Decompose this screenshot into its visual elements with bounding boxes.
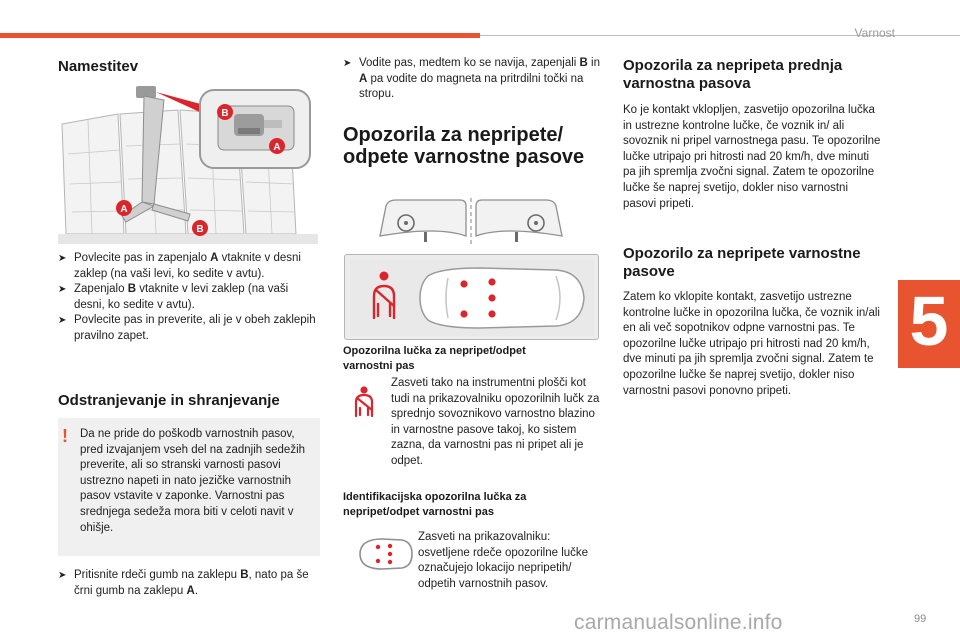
bullet-icon: ➤: [58, 284, 67, 296]
label-a-zoom: A: [273, 142, 281, 153]
heading-nepripete-line2: pasove: [623, 263, 675, 280]
seatbelt-display-graphic: [350, 260, 594, 336]
warning-icon: !: [62, 426, 68, 446]
heading-odstranjevanje: Odstranjevanje in shranjevanje: [58, 392, 280, 409]
instrument-cluster-illustration: [378, 196, 564, 246]
caption-identifikacijska: Identifikacijska opozorilna lučka za nepripet/odpet varnostni pas: [343, 491, 527, 518]
section-name: Varnost: [854, 26, 895, 40]
watermark: carmanualsonline.info: [574, 611, 783, 634]
text-prednja: Ko je kontakt vklopljen, zasvetijo opozorilna lučka in ustrezne kontrolne lučke, če voznik in/ ali sovoznik ni pripel varnostnega pasu. Te opozorilne lučke utripajo pri hitrosti nad 20 km/h, dve minuti pa jih spremlja zvočni signal. Zatem te opozorilne lučke še naprej svetijo, dokler niso varnostni pasovi pripeti.: [623, 104, 881, 210]
list-item: ➤ Pritisnite rdeči gumb na zaklepu B, nato pa še črni gumb na zaklepu A.: [58, 569, 309, 597]
bullet-icon: ➤: [58, 253, 67, 264]
heading-prednja-line2: varnostna pasova: [623, 75, 751, 92]
header-accent-bar: [0, 33, 480, 38]
label-a-seat: A: [120, 204, 128, 215]
chapter-number: 5: [909, 282, 949, 360]
text-nepripete: Zatem ko vklopite kontakt, zasvetijo ustrezne kontrolne lučke in opozorilna lučka, če voznik in/ali en ali več sopotnikov odpne varnostni pas. Te opozorilne lučke utripajo pri hitrosti nad 20 km/h, dve minuti pa jih spremlja zvočni signal. Zatem te opozorilne lučke še naprej svetijo, dokler niso varnostni pasovi ponovno pripeti.: [623, 291, 880, 397]
heading-opozorila-line1: Opozorila za nepripete/: [343, 124, 564, 146]
seatbelt-illustration: [58, 84, 318, 244]
list-item: ➤ Vodite pas, medtem ko se navija, zapenjali B in A pa vodite do magneta na pritrdilni točki na stropu.: [343, 57, 601, 101]
label-b-seat: B: [196, 224, 204, 235]
text-opozorilna-lucka: Zasveti tako na instrumentni plošči kot tudi na prikazovalniku opozorilnih lučk za sprednjo sovoznikovo varnostno blazino in varnostne pasove takoj, ko sistem zazna, da varnostni pas ni pripet ali je odpet.: [391, 377, 600, 467]
list-item: ➤ Povlecite pas in preverite, ali je v obeh zaklepih pravilno zapet.: [58, 314, 316, 342]
bullet-icon: ➤: [58, 315, 67, 327]
heading-namestitev: Namestitev: [58, 58, 139, 75]
guide-list: [343, 56, 601, 103]
heading-opozorila-line2: odpete varnostne pasove: [343, 146, 585, 168]
car-seat-indicator-icon: [358, 536, 414, 572]
label-b-zoom: B: [221, 108, 229, 119]
instruction-list: [58, 251, 320, 345]
bullet-icon: ➤: [58, 570, 67, 581]
seatbelt-warning-small-icon: [350, 384, 380, 420]
bullet-icon: ➤: [343, 58, 352, 69]
text-identifikacijska: Zasveti na prikazovalniku: osvetljene rdeče opozorilne lučke označujejo lokacijo nepripetih/ odpetih varnostnih pasov.: [418, 531, 589, 590]
heading-nepripete-line1: Opozorilo za nepripete varnostne: [623, 245, 861, 262]
list-item: ➤ Zapenjalo B vtaknite v levi zaklep (na vaši desni, ko sedite v avtu).: [58, 283, 289, 311]
caption-opozorilna-lucka: Opozorilna lučka za nepripet/odpet varnostni pas: [343, 345, 526, 372]
warning-text: Da ne pride do poškodb varnostnih pasov, pred izvajanjem vseh del na zadnjih sedežih preverite, ali so stranski varnosti pasovi ustrezno napeti in nato jezičke varnostnih pasov vstavite v zaponke. Varnostni pas srednjega sedeža mora biti v celoti navit v ohišje.: [80, 428, 306, 534]
removal-list: [58, 568, 320, 599]
list-item: ➤ Povlecite pas in zapenjalo A vtaknite v desni zaklep (na vaši levi, ko sedite v avtu).: [58, 252, 301, 280]
heading-prednja-line1: Opozorila za nepripeta prednja: [623, 57, 843, 74]
page-number: 99: [914, 613, 927, 625]
